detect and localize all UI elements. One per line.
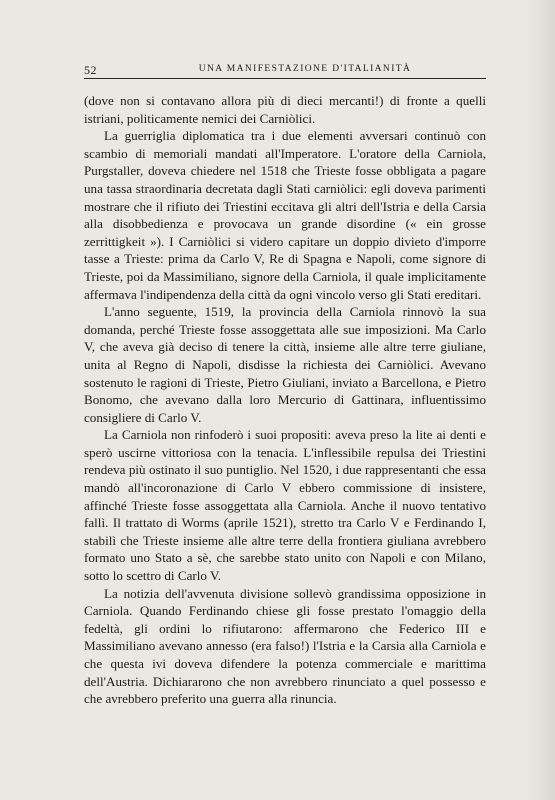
paragraph-anno-seguente: L'anno seguente, 1519, la provincia della Carniola rinnovò la sua domanda, perché Trieste fosse assoggettata alle sue imposizioni. Ma Carlo V, che aveva già deciso di tenere la città, insieme alle altre terre giuliane, unita al Regno di Napoli, disdisse la richiesta dei Carniòlici. Avevano sostenuto le ragioni di Trieste, Pietro Giuliani, inviato a Barcellona, e Pietro Bonomo, che avevano dalla loro Mercurio di Gattinara, influentissimo consigliere di Carlo V. <box>84 304 486 425</box>
page-edge-shadow <box>527 0 555 800</box>
running-title: UNA MANIFESTAZIONE D'ITALIANITÀ <box>198 64 412 74</box>
header-rule <box>84 78 486 79</box>
paragraph-notizia-divisione: La notizia dell'avvenuta divisione sollevò grandissima opposizione in Carniola. Quando Ferdinando chiese gli fosse prestato l'omaggio della fedeltà, gli ordini lo rifiutarono: affermarono che Federico III e Massimiliano avevano annesso (era falso!) l'Istria e la Carsia alla Carniola e che questa ivi doveva difendere la potenza commerciale e marittima dell'Austria. Dichiararono che non avrebbero rinunciato a quel possesso e che avrebbero preferito una guerra alla rinuncia. <box>84 585 486 707</box>
paragraph-continuation: (dove non si contavano allora più di dieci mercanti!) di fronte a quelli istriani, politicamente nemici dei Carniòlici. <box>84 93 486 126</box>
running-head <box>84 63 486 83</box>
body-text <box>84 92 486 708</box>
paragraph-guerriglia: La guerriglia diplomatica tra i due elementi avversari continuò con scambio di memoriali mandati all'Imperatore. L'oratore della Carniola, Purgstaller, doveva chiedere nel 1518 che Trieste fosse obbligata a pagare una tassa straordinaria decretata dagli Stati carniòlici: egli doveva parimenti mostrare che il rifiuto dei Triestini eccitava gli altri dell'Istria e della Carsia alla disobbedienza e provocava un grande disordine (« ein grosse zerrittigkeit »). I Carniòlici si videro capitare un doppio divieto d'imporre tasse a Trieste: prima da Carlo V, Re di Spagna e Napoli, come signore di Trieste, poi da Massimiliano, signore della Carniola, il quale implicitamente affermava l'indipendenza della città da ogni vincolo verso gli Stati ereditari. <box>84 128 486 302</box>
page-number: 52 <box>84 63 97 77</box>
paragraph-carniola-propositi: La Carniola non rinfoderò i suoi propositi: aveva preso la lite ai denti e sperò uscirne vittoriosa con la tenacia. L'inflessibile repulsa dei Triestini rendeva più ostinato il suo puntiglio. Nel 1520, i due rappresentanti che essa mandò all'incoronazione di Carlo V ebbero commissione di insistere, affinché Trieste fosse assoggettata alla Carniola. Anche il nuovo tentativo fallì. Il trattato di Worms (aprile 1521), stretto tra Carlo V e Ferdinando I, stabilì che Trieste insieme alle altre terre della frontiera giuliana avrebbero formato uno Stato a sè, che sarebbe stato unito con Napoli e con Milano, sotto lo scettro di Carlo V. <box>84 427 486 584</box>
